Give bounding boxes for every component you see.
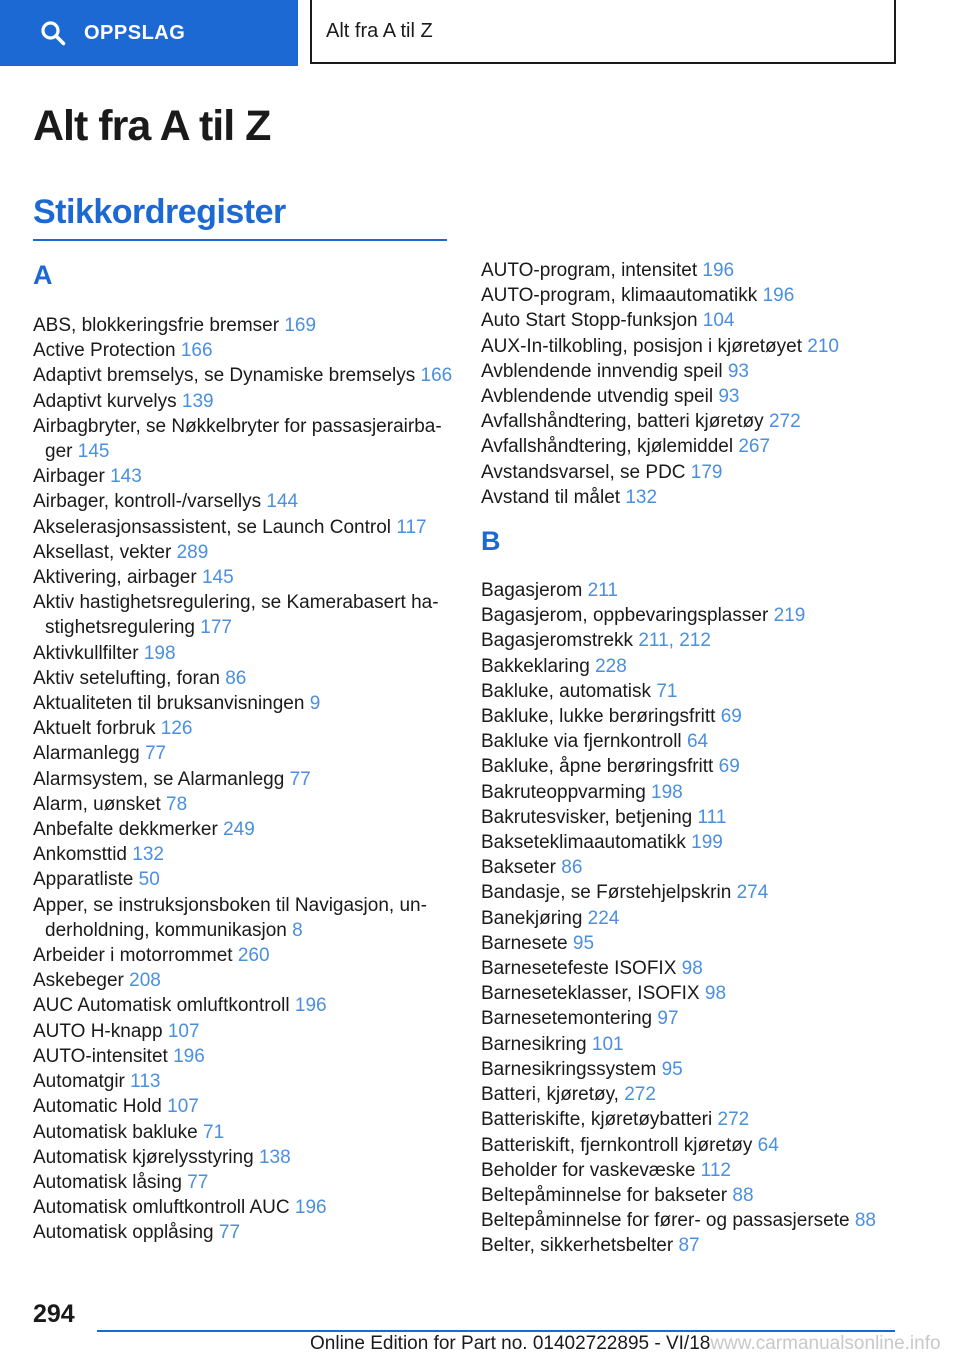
- index-entry-text: Aktiv hastighetsregulering, se Kamerabasert hastighetsregulering: [33, 592, 439, 639]
- index-entry-page-link[interactable]: 113: [130, 1071, 161, 1093]
- index-entry-page-link[interactable]: 138: [258, 1146, 291, 1168]
- index-entry-page-link[interactable]: 196: [762, 285, 795, 307]
- index-entry: [481, 628, 891, 653]
- index-entry-page-link[interactable]: 71: [203, 1121, 225, 1143]
- index-entry-text: Bakluke via fjernkontroll: [481, 731, 687, 753]
- index-entry-page-link[interactable]: 77: [187, 1171, 209, 1193]
- index-entry-text: Aktualiteten til bruksanvisningen: [33, 693, 310, 715]
- index-entry-page-link[interactable]: 117: [396, 516, 427, 538]
- index-entry: [481, 283, 891, 308]
- index-entry-text: Aktivkullfilter: [33, 642, 144, 664]
- index-entry-text: AUTO-program, intensitet: [481, 260, 703, 281]
- index-entry: [33, 968, 453, 993]
- index-entry-page-link[interactable]: 198: [651, 781, 683, 803]
- index-entry-page-link[interactable]: 177: [200, 617, 232, 639]
- index-entry: [33, 515, 453, 540]
- index-entry-page-link[interactable]: 97: [657, 1008, 679, 1030]
- index-entry-page-link[interactable]: 145: [77, 441, 110, 463]
- index-entry: [481, 729, 891, 754]
- index-entry-page-link[interactable]: 132: [132, 844, 164, 866]
- index-entry: [481, 805, 891, 830]
- index-entry-page-link[interactable]: 132: [625, 486, 658, 508]
- index-entry: [33, 1094, 453, 1119]
- index-entry-page-link[interactable]: 289: [176, 541, 209, 563]
- index-entry-page-link[interactable]: 78: [166, 793, 188, 815]
- index-column-right: [481, 258, 891, 1259]
- index-entry-text: Askebeger: [33, 970, 130, 992]
- index-entry: [481, 1006, 891, 1031]
- index-entry: [481, 578, 891, 603]
- index-entry: [481, 1107, 891, 1132]
- index-entry-text: Aktivering, airbager: [33, 567, 202, 589]
- section-title: Stikkordregister: [33, 193, 286, 231]
- index-entry: [33, 1220, 453, 1245]
- index-entry: [33, 1145, 453, 1170]
- index-entry: [33, 842, 453, 867]
- index-entry-page-link[interactable]: 166: [180, 340, 213, 362]
- index-entry-text: AUTO-program, klimaautomatikk: [481, 285, 763, 307]
- lookup-tab-button[interactable]: [0, 0, 298, 66]
- index-entry-text: Avblendende innvendig speil: [481, 360, 728, 382]
- index-entry: [481, 460, 891, 485]
- index-entry-page-link[interactable]: 88: [732, 1184, 754, 1206]
- index-entry-page-link[interactable]: 64: [686, 731, 709, 753]
- index-entry-page-link[interactable]: 88: [854, 1210, 876, 1232]
- index-entry-page-link[interactable]: 101: [591, 1033, 624, 1055]
- index-entry-text: Beltepåminnelse for bakseter: [481, 1184, 733, 1206]
- index-entry-text: Alarmsystem, se Alarmanlegg: [33, 768, 290, 790]
- index-entry: [33, 716, 453, 741]
- index-entry-page-link[interactable]: 196: [702, 260, 735, 281]
- index-entry-page-link[interactable]: 208: [129, 970, 161, 992]
- index-entry: [33, 540, 453, 565]
- index-entry: [481, 308, 891, 333]
- index-entry-text: Automatisk bakluke: [33, 1121, 204, 1143]
- index-entry-page-link[interactable]: 69: [720, 706, 742, 728]
- index-entry-page-link[interactable]: 219: [773, 605, 806, 627]
- index-entry-page-link[interactable]: 107: [167, 1020, 200, 1042]
- index-entry-text: Bakluke, lukke berøringsfritt: [481, 706, 721, 728]
- index-entry: [33, 767, 453, 792]
- index-entry: [33, 1019, 453, 1044]
- index-entry-text: Bakruteoppvarming: [481, 781, 652, 803]
- index-entry-text: Airbager, kontroll-/varsellys: [33, 491, 267, 513]
- index-entry-text: Avstand til målet: [481, 486, 626, 508]
- index-entry-page-link[interactable]: 260: [237, 945, 270, 967]
- index-entry: [481, 409, 891, 434]
- index-entry: [481, 679, 891, 704]
- index-entry: [33, 741, 453, 766]
- index-entry: [33, 363, 453, 388]
- index-entry: [33, 489, 453, 514]
- index-entry-page-link[interactable]: 50: [138, 869, 160, 891]
- index-entry-page-link[interactable]: 8: [292, 919, 303, 941]
- index-entry-text: Automatisk opplåsing: [33, 1222, 219, 1244]
- index-entry-page-link[interactable]: 143: [110, 466, 142, 488]
- index-entry-text: Bagasjeromstrekk: [481, 630, 639, 652]
- index-entry: [481, 704, 891, 729]
- index-entry-text: Bakkeklaring: [481, 655, 596, 677]
- index-entry-text: Auto Start Stopp-funksjon: [481, 310, 703, 332]
- index-entry-page-link[interactable]: 272: [624, 1084, 656, 1106]
- index-entry-text: Arbeider i motorrommet: [33, 945, 238, 967]
- index-list-b: [481, 578, 891, 1258]
- index-entry-page-link[interactable]: 9: [309, 693, 321, 715]
- index-entry-text: Automatisk låsing: [33, 1171, 188, 1193]
- index-entry: [33, 1069, 453, 1094]
- index-entry-page-link[interactable]: 77: [144, 743, 167, 765]
- index-entry-page-link[interactable]: 211, 212: [638, 630, 711, 652]
- index-entry-page-link[interactable]: 166: [420, 365, 453, 387]
- index-entry: [481, 1158, 891, 1183]
- index-entry: [481, 654, 891, 679]
- index-entry-page-link[interactable]: 144: [266, 491, 299, 513]
- index-entry-text: AUC Automatisk omluftkontroll: [33, 995, 295, 1017]
- index-entry-text: Beholder for vaskevæske: [481, 1159, 701, 1181]
- index-entry-text: Aksellast, vekter: [33, 541, 177, 563]
- index-letter-b: B: [481, 526, 501, 557]
- index-entry-page-link[interactable]: 95: [661, 1058, 683, 1080]
- index-entry: [33, 1044, 453, 1069]
- index-entry-text: Bagasjerom: [481, 580, 588, 602]
- index-list-a-continued: [481, 258, 891, 510]
- index-entry: [33, 1120, 453, 1145]
- index-entry: [481, 880, 891, 905]
- breadcrumb[interactable]: Alt fra A til Z: [310, 0, 896, 64]
- index-entry-text: Banekjøring: [481, 907, 588, 929]
- index-entry: [481, 981, 891, 1006]
- index-entry-text: AUX-In-tilkobling, posisjon i kjøretøyet: [481, 335, 808, 357]
- index-entry-text: Ankomsttid: [33, 844, 133, 866]
- index-list-a: [33, 313, 453, 1246]
- index-entry-text: Active Protection: [33, 340, 181, 362]
- index-entry: [33, 1170, 453, 1195]
- index-entry-page-link[interactable]: 224: [587, 907, 620, 929]
- index-entry: [33, 691, 453, 716]
- index-entry-page-link[interactable]: 104: [702, 310, 735, 332]
- index-entry: [481, 906, 891, 931]
- index-entry-text: Automatisk omluftkontroll AUC: [33, 1197, 295, 1219]
- footer-divider: [97, 1330, 895, 1332]
- index-entry-text: Bakseteklimaautomatikk: [481, 832, 692, 854]
- index-entry: [481, 1208, 891, 1233]
- index-entry-page-link[interactable]: 112: [700, 1159, 731, 1181]
- index-entry-page-link[interactable]: 272: [768, 411, 801, 433]
- index-entry-page-link[interactable]: 77: [289, 768, 311, 790]
- index-entry-page-link[interactable]: 274: [736, 882, 769, 904]
- index-entry-page-link[interactable]: 267: [738, 436, 771, 458]
- index-entry-text: Beltepåminnelse for fører- og passasjersete: [481, 1210, 855, 1232]
- index-entry-text: Alarm, uønsket: [33, 793, 167, 815]
- footer-edition-text: Online Edition for Part no. 01402722895 - VI/18: [310, 1333, 711, 1354]
- index-entry: [481, 603, 891, 628]
- index-entry: [33, 666, 453, 691]
- index-column-left: [33, 258, 453, 1246]
- page-title: Alt fra A til Z: [33, 102, 271, 150]
- index-entry: [33, 993, 453, 1018]
- index-entry-text: Bagasjerom, oppbevaringsplasser: [481, 605, 774, 627]
- index-entry-page-link[interactable]: 145: [201, 567, 234, 589]
- index-entry-text: Bakluke, åpne berøringsfritt: [481, 756, 719, 778]
- index-entry: [33, 565, 453, 590]
- index-entry: [481, 359, 891, 384]
- index-entry-page-link[interactable]: 179: [690, 461, 723, 483]
- index-entry-text: Avstandsvarsel, se PDC: [481, 461, 691, 483]
- index-entry-page-link[interactable]: 210: [807, 335, 839, 357]
- index-entry-page-link[interactable]: 139: [181, 390, 214, 412]
- index-entry-text: Batteriskifte, kjøretøybatteri: [481, 1109, 718, 1131]
- index-entry: [33, 414, 453, 464]
- index-entry-text: Alarmanlegg: [33, 743, 145, 765]
- top-bar: [0, 0, 960, 66]
- index-entry-text: Belter, sikkerhetsbelter: [481, 1235, 679, 1257]
- index-entry-text: Adaptivt bremselys, se Dynamiske bremselys: [33, 365, 421, 387]
- index-entry-text: Adaptivt kurvelys: [33, 390, 182, 412]
- index-entry-page-link[interactable]: 93: [727, 360, 749, 382]
- index-entry-text: Aktiv setelufting, foran: [33, 667, 226, 689]
- index-entry: [481, 384, 891, 409]
- search-icon: [40, 20, 66, 46]
- index-entry-page-link[interactable]: 196: [173, 1045, 205, 1067]
- index-entry: [481, 855, 891, 880]
- index-entry-text: Aktuelt forbruk: [33, 718, 161, 740]
- index-entry-text: Barnesetefeste ISOFIX: [481, 958, 682, 980]
- index-entry: [481, 956, 891, 981]
- index-entry-text: Avfallshåndtering, kjølemiddel: [481, 436, 739, 458]
- index-entry-text: Automatic Hold: [33, 1096, 168, 1118]
- index-entry-page-link[interactable]: 95: [572, 932, 595, 954]
- index-entry: [33, 817, 453, 842]
- index-entry-page-link[interactable]: 64: [757, 1134, 779, 1156]
- index-entry: [481, 754, 891, 779]
- index-entry: [481, 1057, 891, 1082]
- index-entry-page-link[interactable]: 98: [704, 983, 727, 1005]
- index-entry-text: Avfallshåndtering, batteri kjøretøy: [481, 411, 769, 433]
- index-entry-page-link[interactable]: 196: [294, 995, 327, 1017]
- index-entry: [33, 590, 453, 640]
- index-entry: [481, 1233, 891, 1258]
- footer-edition: [310, 1333, 941, 1355]
- page-number: 294: [33, 1300, 75, 1328]
- index-entry-text: Barnesikringssystem: [481, 1058, 662, 1080]
- index-entry-text: Airbagbryter, se Nøkkelbryter for passasjerairbager: [33, 415, 442, 463]
- index-entry: [481, 485, 891, 510]
- index-entry-page-link[interactable]: 111: [697, 806, 727, 828]
- index-entry: [481, 1133, 891, 1158]
- index-entry-page-link[interactable]: 77: [218, 1222, 241, 1244]
- index-entry-text: Apper, se instruksjonsboken til Navigasjon, underholdning, kommunikasjon: [33, 894, 427, 941]
- index-entry-text: ABS, blokkeringsfrie bremser: [33, 315, 285, 336]
- index-entry-page-link[interactable]: 98: [681, 958, 703, 980]
- index-entry: [481, 780, 891, 805]
- index-entry-text: Automatisk kjørelysstyring: [33, 1146, 259, 1168]
- index-entry-page-link[interactable]: 87: [678, 1235, 700, 1257]
- index-entry-page-link[interactable]: 86: [561, 857, 583, 879]
- index-entry-text: AUTO H-knapp: [33, 1020, 168, 1042]
- index-entry-text: Airbager: [33, 466, 111, 488]
- index-entry-page-link[interactable]: 71: [656, 680, 678, 702]
- index-entry: [33, 389, 453, 414]
- index-entry-text: Anbefalte dekkmerker: [33, 819, 224, 841]
- index-entry-text: Avblendende utvendig speil: [481, 386, 719, 408]
- index-entry-page-link[interactable]: 228: [595, 655, 627, 677]
- index-entry: [33, 313, 453, 338]
- index-entry-page-link[interactable]: 272: [717, 1109, 750, 1131]
- index-entry-page-link[interactable]: 93: [718, 386, 740, 408]
- index-entry-page-link[interactable]: 126: [160, 718, 193, 740]
- index-entry: [481, 258, 891, 283]
- index-entry: [33, 792, 453, 817]
- index-entry-text: Barnesete: [481, 932, 573, 954]
- index-entry: [33, 867, 453, 892]
- index-entry: [33, 641, 453, 666]
- index-entry-text: Bakseter: [481, 857, 562, 879]
- index-entry-text: AUTO-intensitet: [33, 1045, 174, 1067]
- index-entry-page-link[interactable]: 249: [223, 819, 255, 841]
- index-entry-text: Barnesetemontering: [481, 1008, 658, 1030]
- index-entry-text: Batteri, kjøretøy,: [481, 1084, 625, 1106]
- index-letter-a: A: [33, 260, 53, 290]
- index-entry: [481, 1032, 891, 1057]
- index-entry: [33, 1195, 453, 1220]
- index-entry: [481, 434, 891, 459]
- index-entry-page-link[interactable]: 107: [167, 1096, 199, 1118]
- index-entry-text: Akselerasjonsassistent, se Launch Control: [33, 516, 397, 538]
- index-entry-page-link[interactable]: 169: [284, 315, 317, 336]
- index-entry: [481, 931, 891, 956]
- index-entry: [481, 1183, 891, 1208]
- index-entry-text: Automatgir: [33, 1071, 131, 1093]
- index-entry-page-link[interactable]: 196: [294, 1197, 327, 1219]
- index-entry: [33, 338, 453, 363]
- index-entry-text: Apparatliste: [33, 869, 139, 891]
- index-entry: [33, 943, 453, 968]
- section-divider: [33, 239, 447, 241]
- index-entry-page-link[interactable]: 198: [143, 642, 176, 664]
- index-entry: [481, 334, 891, 359]
- index-entry: [33, 464, 453, 489]
- index-entry-text: Bakrutesvisker, betjening: [481, 806, 698, 828]
- index-entry-page-link[interactable]: 69: [718, 756, 740, 778]
- index-entry-text: Bakluke, automatisk: [481, 680, 657, 702]
- lookup-tab-label: OPPSLAG: [84, 21, 186, 44]
- index-entry-text: Batteriskift, fjernkontroll kjøretøy: [481, 1134, 758, 1156]
- index-entry-page-link[interactable]: 199: [691, 832, 723, 854]
- index-entry-text: Bandasje, se Førstehjelpskrin: [481, 882, 737, 904]
- index-entry-text: Barneseteklasser, ISOFIX: [481, 983, 705, 1005]
- index-entry: [33, 893, 453, 943]
- index-entry-page-link[interactable]: 211: [587, 580, 618, 602]
- index-entry: [481, 830, 891, 855]
- footer-watermark: www.carmanualsonline.info: [710, 1333, 941, 1354]
- index-entry: [481, 1082, 891, 1107]
- index-entry-text: Barnesikring: [481, 1033, 592, 1055]
- index-entry-page-link[interactable]: 86: [225, 667, 247, 689]
